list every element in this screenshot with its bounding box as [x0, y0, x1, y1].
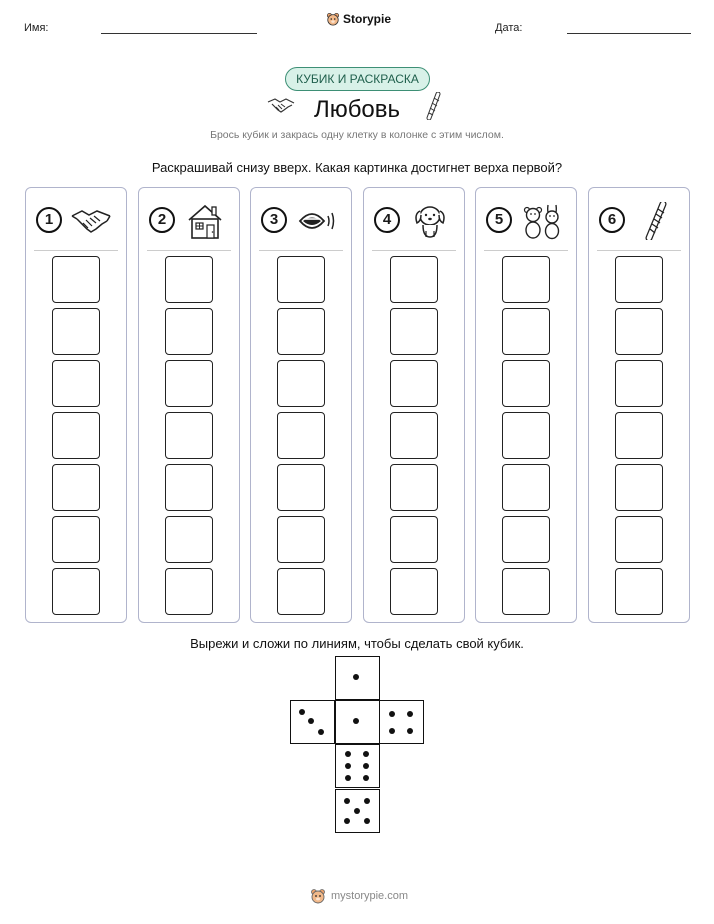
column-number: 5 — [486, 207, 512, 233]
column-number: 1 — [36, 207, 62, 233]
speaking-mouth-icon — [295, 202, 339, 240]
column-header — [26, 202, 126, 242]
color-cell[interactable] — [615, 360, 663, 407]
column-5 — [475, 187, 577, 623]
instruction: Раскрашивай снизу вверх. Какая картинка достигнет верха первой? — [151, 160, 563, 175]
pip — [354, 808, 360, 814]
color-cell[interactable] — [165, 256, 213, 303]
name-line — [101, 33, 257, 34]
pip — [344, 818, 350, 824]
pip — [364, 818, 370, 824]
color-cell[interactable] — [390, 516, 438, 563]
pip — [364, 798, 370, 804]
column-header — [139, 202, 239, 242]
color-cell[interactable] — [277, 568, 325, 615]
color-cell[interactable] — [390, 568, 438, 615]
color-cell[interactable] — [277, 308, 325, 355]
color-cell[interactable] — [52, 464, 100, 511]
date-line — [567, 33, 691, 34]
column-divider — [484, 250, 568, 251]
die-face-4 — [379, 700, 424, 744]
worksheet-type-badge: КУБИК И РАСКРАСКА — [285, 67, 430, 91]
house-icon — [183, 202, 227, 240]
puppy-icon — [408, 202, 452, 240]
column-6 — [588, 187, 690, 623]
friendship-bracelet-icon — [633, 202, 677, 240]
color-cell[interactable] — [165, 516, 213, 563]
handshake-icon — [70, 202, 114, 240]
color-cell[interactable] — [615, 464, 663, 511]
color-cell[interactable] — [615, 568, 663, 615]
column-header — [251, 202, 351, 242]
die-face-2 — [290, 700, 335, 744]
column-number: 2 — [149, 207, 175, 233]
color-cell[interactable] — [165, 360, 213, 407]
column-header — [589, 202, 689, 242]
color-cell[interactable] — [390, 360, 438, 407]
column-4 — [363, 187, 465, 623]
color-cell[interactable] — [52, 256, 100, 303]
pip — [363, 751, 369, 757]
color-cell[interactable] — [277, 256, 325, 303]
column-header — [476, 202, 576, 242]
color-cell[interactable] — [615, 412, 663, 459]
pip — [308, 718, 314, 724]
column-divider — [259, 250, 343, 251]
pip — [353, 718, 359, 724]
pip — [353, 674, 359, 680]
storypie-bear-icon — [310, 888, 326, 904]
color-cell[interactable] — [502, 464, 550, 511]
pip — [345, 763, 351, 769]
column-header — [364, 202, 464, 242]
pip — [407, 711, 413, 717]
color-cell[interactable] — [502, 308, 550, 355]
name-label: Имя: — [24, 22, 49, 34]
teddy-bear-bunny-icon — [520, 202, 564, 240]
cut-instruction: Вырежи и сложи по линиям, чтобы сделать свой кубик. — [190, 636, 524, 651]
friendship-bracelet-icon — [423, 92, 445, 120]
footer-url: mystorypie.com — [331, 890, 409, 902]
color-cell[interactable] — [390, 256, 438, 303]
color-cell[interactable] — [390, 308, 438, 355]
date-label: Дата: — [495, 22, 523, 34]
pip — [363, 763, 369, 769]
column-1 — [25, 187, 127, 623]
column-number: 4 — [374, 207, 400, 233]
pip — [389, 728, 395, 734]
die-face-6 — [335, 744, 380, 788]
color-cell[interactable] — [277, 464, 325, 511]
brand-name: Storypie — [343, 12, 392, 26]
color-cell[interactable] — [390, 464, 438, 511]
column-divider — [147, 250, 231, 251]
color-cell[interactable] — [615, 308, 663, 355]
color-cell[interactable] — [165, 412, 213, 459]
color-cell[interactable] — [615, 516, 663, 563]
storypie-bear-icon — [326, 12, 340, 26]
brand-logo — [326, 12, 391, 26]
color-cell[interactable] — [165, 308, 213, 355]
color-cell[interactable] — [52, 516, 100, 563]
pip — [407, 728, 413, 734]
color-cell[interactable] — [502, 256, 550, 303]
column-3 — [250, 187, 352, 623]
pip — [299, 709, 305, 715]
die-face-5 — [335, 789, 380, 833]
color-cell[interactable] — [277, 516, 325, 563]
page-title: Любовь — [313, 96, 401, 123]
column-divider — [372, 250, 456, 251]
die-face-1 — [335, 656, 380, 700]
die-face-center — [335, 700, 380, 744]
color-cell[interactable] — [502, 412, 550, 459]
color-cell[interactable] — [502, 516, 550, 563]
pip — [363, 775, 369, 781]
color-cell[interactable] — [165, 464, 213, 511]
color-cell[interactable] — [502, 360, 550, 407]
column-number: 3 — [261, 207, 287, 233]
pip — [389, 711, 395, 717]
column-divider — [34, 250, 118, 251]
color-cell[interactable] — [165, 568, 213, 615]
color-cell[interactable] — [52, 568, 100, 615]
color-cell[interactable] — [502, 568, 550, 615]
color-cell[interactable] — [390, 412, 438, 459]
pip — [318, 729, 324, 735]
pip — [345, 751, 351, 757]
color-cell[interactable] — [277, 412, 325, 459]
color-cell[interactable] — [277, 360, 325, 407]
pip — [344, 798, 350, 804]
pip — [345, 775, 351, 781]
subtitle: Брось кубик и закрась одну клетку в колонке с этим числом. — [210, 129, 504, 141]
column-2 — [138, 187, 240, 623]
color-cell[interactable] — [52, 360, 100, 407]
color-cell[interactable] — [52, 308, 100, 355]
color-cell[interactable] — [615, 256, 663, 303]
color-cell[interactable] — [52, 412, 100, 459]
footer — [310, 888, 408, 904]
column-divider — [597, 250, 681, 251]
column-number: 6 — [599, 207, 625, 233]
